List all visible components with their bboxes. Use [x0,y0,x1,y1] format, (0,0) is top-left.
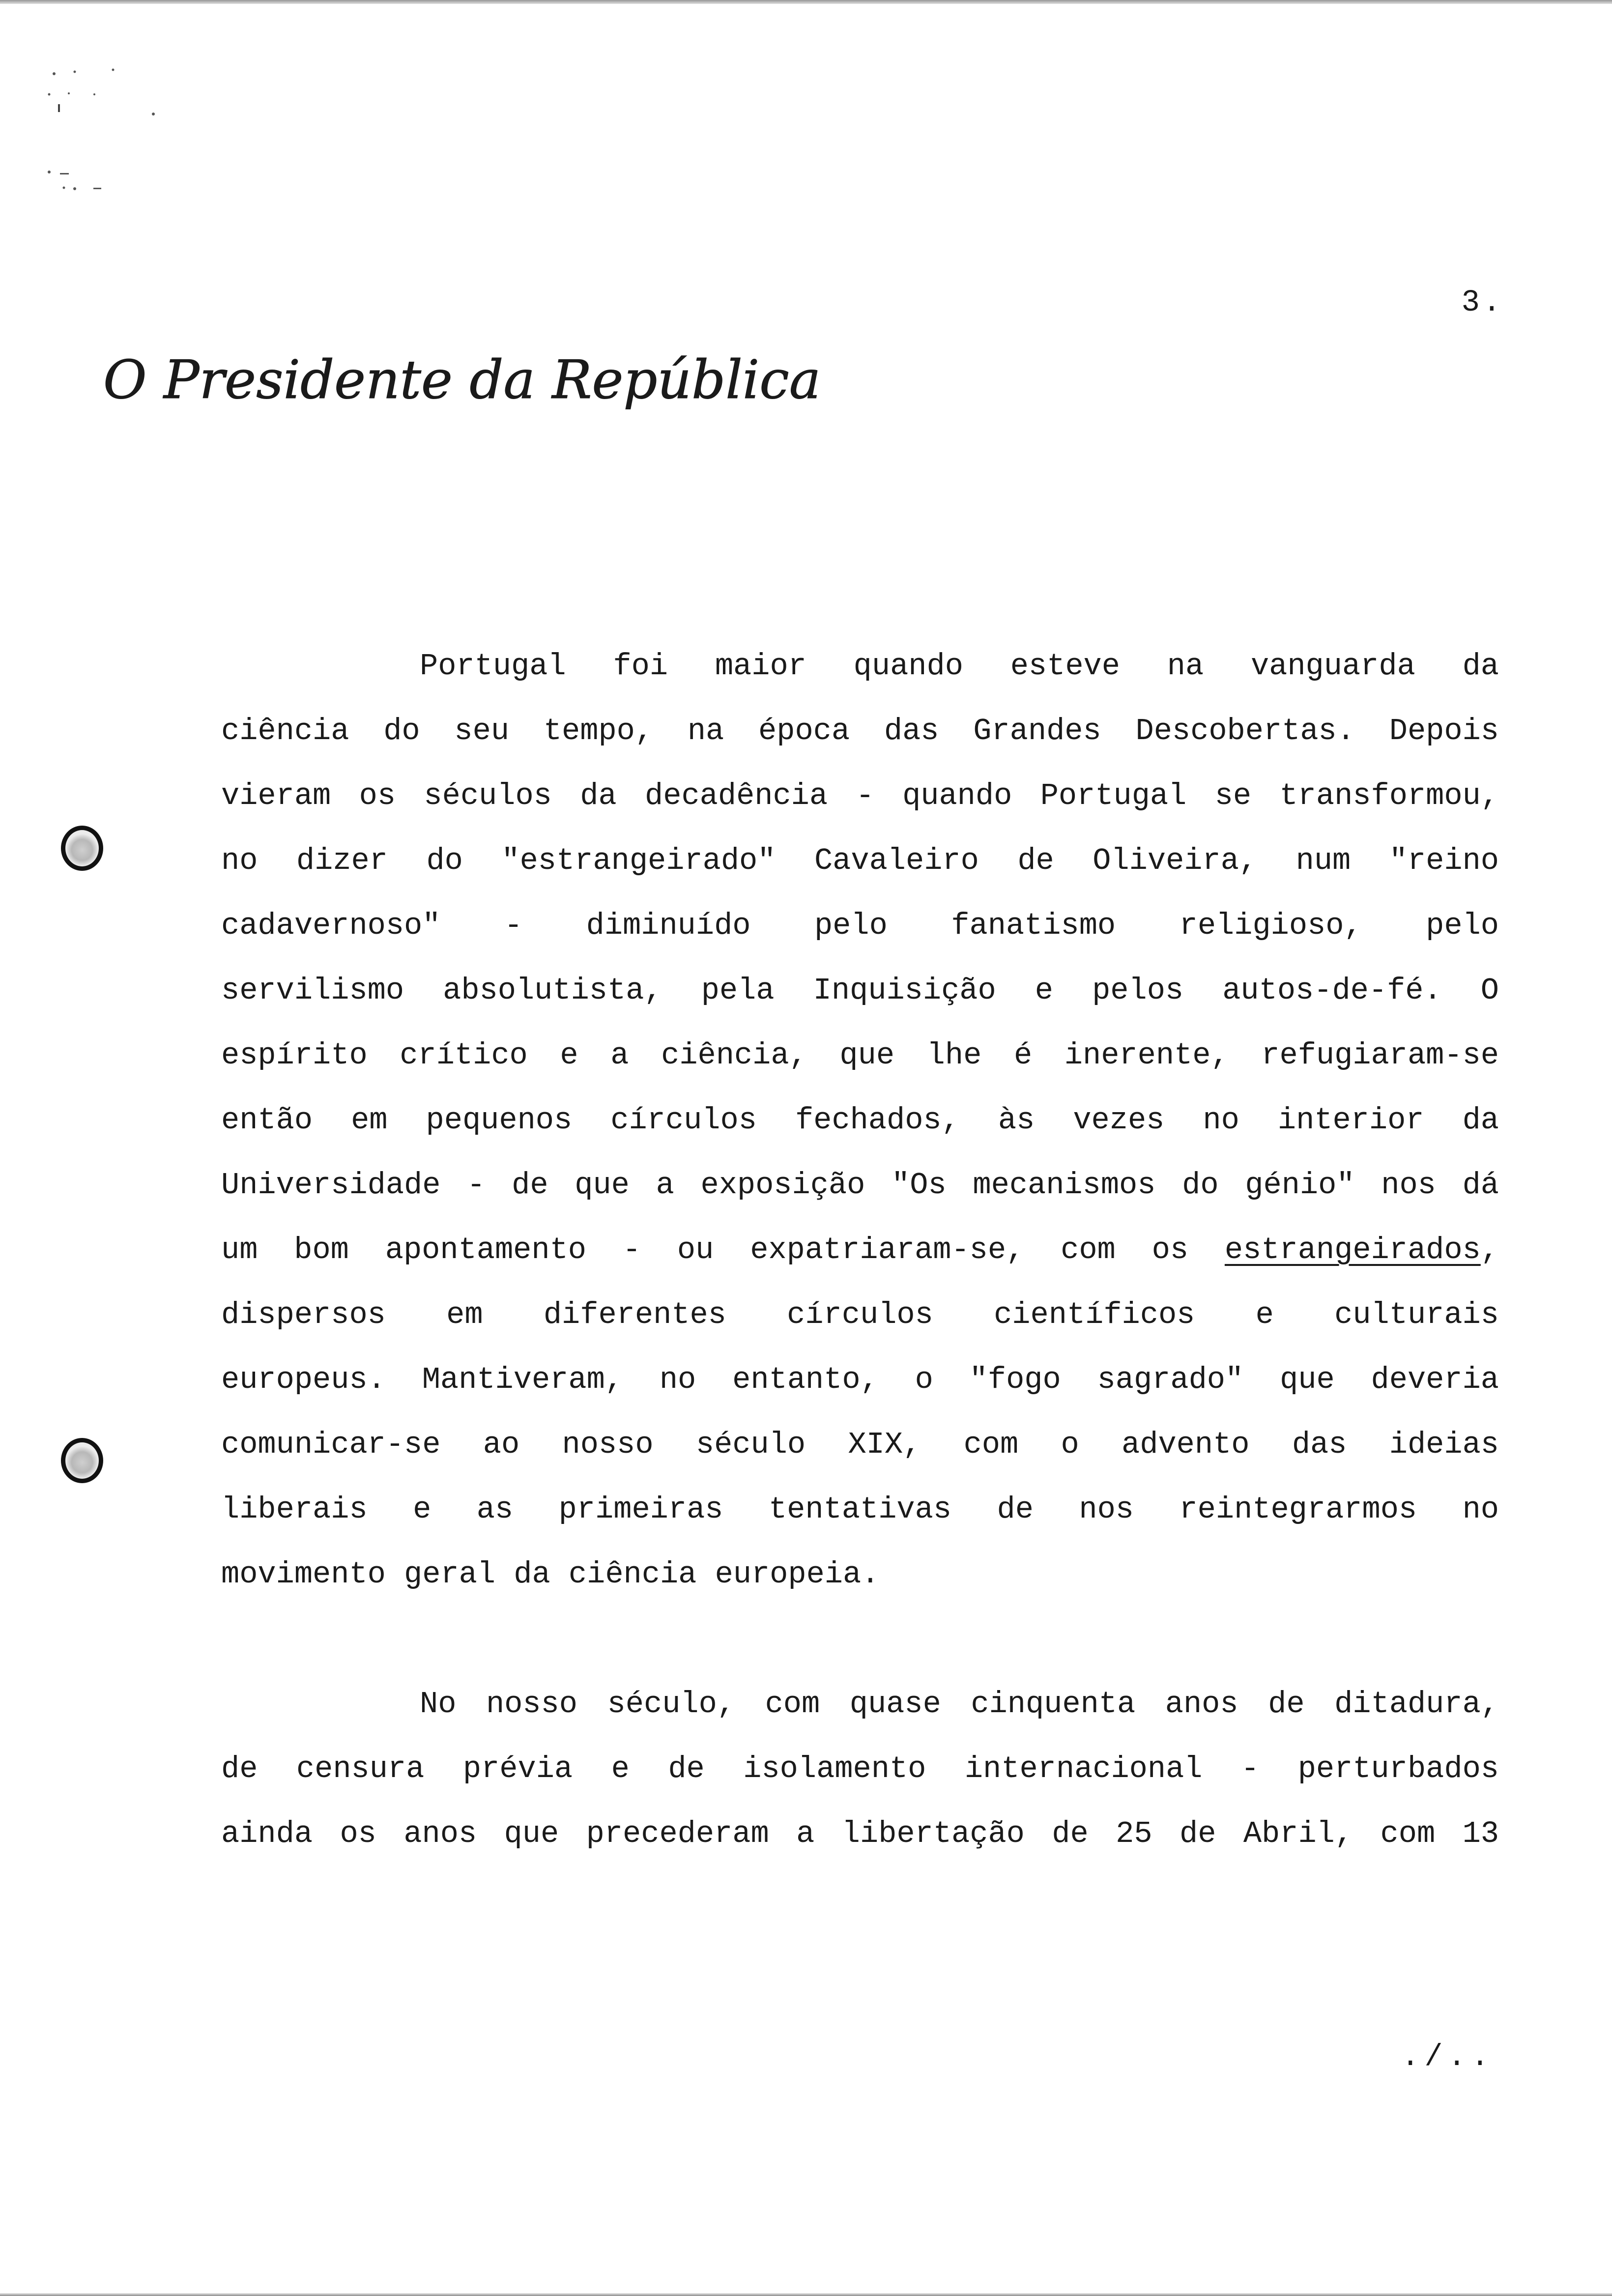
text-line: cadavernoso" - diminuído pelo fanatismo religioso, pelo [221,908,1499,943]
text-line: ciência do seu tempo, na época das Grandes Descobertas. Depois [221,714,1499,748]
text-segment: , [1480,1233,1499,1267]
punch-hole [61,1438,103,1483]
text-line: espírito crítico e a ciência, que lhe é inerente, refugiaram-se [221,1038,1499,1073]
text-line: servilismo absolutista, pela Inquisição e pelos autos-de-fé. O [221,973,1499,1008]
scan-top-edge [0,0,1612,4]
letterhead-seal [98,334,821,432]
underlined-word: estrangeirados [1224,1233,1481,1267]
letter-body [221,634,1499,1866]
text-line: comunicar-se ao nosso século XIX, com o advento das ideias [221,1427,1499,1462]
text-line-with-underline [221,1218,1499,1283]
text-line: vieram os séculos da decadência - quando Portugal se transformou, [221,778,1499,813]
text-line: ainda os anos que precederam a libertação de 25 de Abril, com 13 [221,1816,1499,1851]
text-line: então em pequenos círculos fechados, às vezes no interior da [221,1103,1499,1138]
text-line: Universidade - de que a exposição "Os mecanismos do génio" nos dá [221,1168,1499,1203]
text-segment: um bom apontamento - ou expatriaram-se, com os [221,1233,1225,1267]
text-line: europeus. Mantiveram, no entanto, o "fogo sagrado" que deveria [221,1362,1499,1397]
paragraph-2 [221,1672,1499,1866]
paragraph-1 [221,634,1499,1607]
text-line: No nosso século, com quase cinquenta anos de ditadura, [420,1687,1499,1722]
text-line: no dizer do "estrangeirado" Cavaleiro de Oliveira, num "reino [221,843,1499,878]
page-number: 3. [1461,285,1504,320]
text-line: movimento geral da ciência europeia. [221,1557,880,1592]
text-line: de censura prévia e de isolamento internacional - perturbados [221,1751,1499,1786]
continuation-mark: ./.. [1401,2039,1494,2074]
scan-bottom-edge [0,2293,1612,2296]
text-line: Portugal foi maior quando esteve na vanguarda da [420,649,1499,684]
punch-hole [61,826,103,871]
text-line: dispersos em diferentes círculos científicos e culturais [221,1297,1499,1332]
text-line: liberais e as primeiras tentativas de nos reintegrarmos no [221,1492,1499,1527]
letterhead-title: O Presidente da República [103,349,821,411]
scan-specks [39,59,167,216]
